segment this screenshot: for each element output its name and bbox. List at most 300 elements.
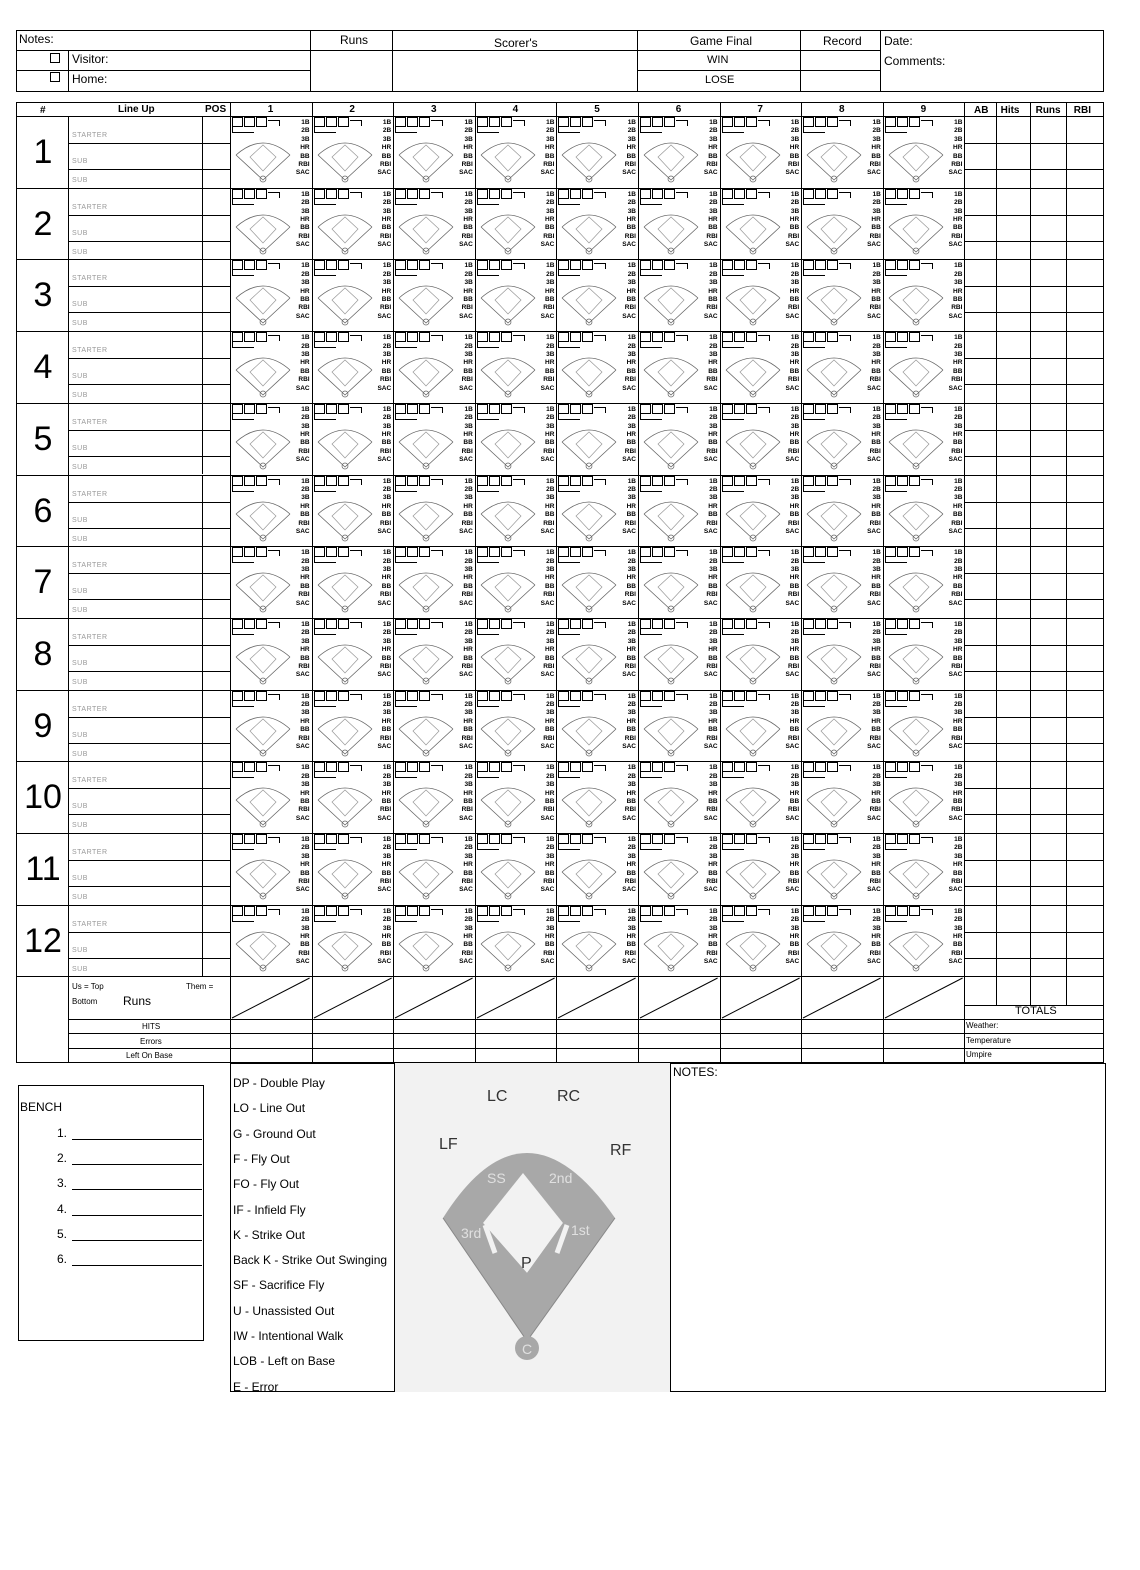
- stat-label-3b[interactable]: 3B: [872, 207, 881, 215]
- pitch-count-box[interactable]: [501, 332, 512, 342]
- stat-label-bb[interactable]: BB: [300, 367, 310, 375]
- stat-label-3b[interactable]: 3B: [954, 135, 963, 143]
- home-checkbox[interactable]: [50, 72, 60, 82]
- strike-count-box[interactable]: [676, 694, 688, 700]
- stat-label-hr[interactable]: HR: [300, 431, 310, 438]
- stat-label-hr[interactable]: HR: [708, 932, 718, 940]
- stat-label-3b[interactable]: 3B: [709, 207, 718, 215]
- stat-label-hr[interactable]: HR: [626, 646, 636, 654]
- ball-count-box[interactable]: [232, 771, 254, 778]
- stat-label-2b[interactable]: 2B: [627, 701, 636, 708]
- ball-count-box[interactable]: [722, 700, 744, 707]
- stat-label-1b[interactable]: 1B: [546, 620, 555, 628]
- pitch-count-box[interactable]: [338, 834, 349, 844]
- stat-label-rbi[interactable]: RBI: [869, 519, 881, 527]
- strike-count-box[interactable]: [758, 694, 770, 700]
- stat-label-2b[interactable]: 2B: [790, 485, 800, 493]
- stat-label-bb[interactable]: BB: [789, 797, 800, 805]
- stat-label-1b[interactable]: 1B: [954, 190, 963, 198]
- stat-label-rbi[interactable]: RBI: [461, 662, 473, 670]
- stat-label-rbi[interactable]: RBI: [543, 878, 555, 885]
- stat-label-hr[interactable]: HR: [545, 287, 555, 295]
- stat-label-1b[interactable]: 1B: [627, 477, 636, 485]
- stat-label-hr[interactable]: HR: [871, 287, 881, 295]
- stat-label-3b[interactable]: 3B: [382, 637, 392, 645]
- pitch-count-box[interactable]: [256, 189, 267, 199]
- stat-label-bb[interactable]: BB: [708, 726, 718, 734]
- stat-label-3b[interactable]: 3B: [709, 924, 718, 932]
- stat-label-bb[interactable]: BB: [381, 224, 392, 232]
- strike-count-box[interactable]: [758, 765, 770, 771]
- pitch-count-box[interactable]: [827, 762, 838, 772]
- stat-label-1b[interactable]: 1B: [464, 262, 473, 270]
- stat-label-2b[interactable]: 2B: [627, 414, 636, 422]
- stat-label-sac[interactable]: SAC: [703, 599, 718, 607]
- stat-label-1b[interactable]: 1B: [464, 692, 473, 700]
- stat-label-1b[interactable]: 1B: [790, 549, 800, 557]
- stat-label-3b[interactable]: 3B: [872, 135, 881, 143]
- stat-label-sac[interactable]: SAC: [622, 384, 636, 392]
- stat-label-sac[interactable]: SAC: [622, 527, 636, 535]
- stat-label-sac[interactable]: SAC: [377, 886, 392, 894]
- stat-label-sac[interactable]: SAC: [948, 599, 963, 607]
- ball-count-box[interactable]: [885, 700, 907, 707]
- stat-label-sac[interactable]: SAC: [459, 312, 473, 320]
- strike-count-box[interactable]: [268, 192, 280, 198]
- stat-label-hr[interactable]: HR: [708, 431, 718, 438]
- stat-label-hr[interactable]: HR: [300, 789, 310, 797]
- stat-label-3b[interactable]: 3B: [301, 781, 310, 789]
- stat-label-hr[interactable]: HR: [789, 789, 800, 797]
- stat-label-2b[interactable]: 2B: [627, 485, 636, 493]
- stat-label-sac[interactable]: SAC: [867, 886, 881, 894]
- stat-label-1b[interactable]: 1B: [627, 190, 636, 198]
- stat-label-1b[interactable]: 1B: [709, 477, 718, 485]
- stat-label-1b[interactable]: 1B: [709, 692, 718, 700]
- stat-label-rbi[interactable]: RBI: [298, 806, 310, 814]
- stat-label-sac[interactable]: SAC: [703, 384, 718, 392]
- strike-count-box[interactable]: [594, 335, 606, 341]
- stat-label-sac[interactable]: SAC: [703, 671, 718, 679]
- stat-label-1b[interactable]: 1B: [954, 119, 963, 126]
- stat-label-2b[interactable]: 2B: [301, 127, 310, 135]
- at-bat-diamond[interactable]: [232, 635, 294, 687]
- stat-label-1b[interactable]: 1B: [709, 405, 718, 413]
- ball-count-box[interactable]: [803, 915, 825, 922]
- strike-count-box[interactable]: [513, 479, 525, 485]
- stat-label-1b[interactable]: 1B: [301, 262, 310, 270]
- stat-label-2b[interactable]: 2B: [709, 414, 718, 422]
- stat-label-1b[interactable]: 1B: [301, 764, 310, 772]
- stat-label-sac[interactable]: SAC: [785, 599, 800, 607]
- at-bat-diamond[interactable]: [722, 635, 784, 687]
- inning-runs-box[interactable]: [312, 976, 394, 1019]
- stat-label-3b[interactable]: 3B: [954, 279, 963, 287]
- stat-label-bb[interactable]: BB: [708, 654, 718, 662]
- stat-label-2b[interactable]: 2B: [546, 414, 555, 422]
- pitch-count-box[interactable]: [501, 260, 512, 270]
- stat-label-3b[interactable]: 3B: [627, 566, 636, 573]
- stat-label-sac[interactable]: SAC: [540, 312, 555, 320]
- strike-count-box[interactable]: [268, 550, 280, 556]
- stat-label-1b[interactable]: 1B: [464, 549, 473, 557]
- ball-count-box[interactable]: [314, 628, 336, 635]
- stat-label-sac[interactable]: SAC: [867, 671, 881, 679]
- pitch-count-box[interactable]: [664, 476, 675, 486]
- stat-label-hr[interactable]: HR: [953, 144, 963, 152]
- stat-label-hr[interactable]: HR: [708, 717, 718, 725]
- stat-label-1b[interactable]: 1B: [709, 334, 718, 342]
- stat-label-1b[interactable]: 1B: [872, 907, 881, 915]
- stat-label-hr[interactable]: HR: [953, 502, 963, 510]
- stat-label-2b[interactable]: 2B: [627, 772, 636, 780]
- stat-label-1b[interactable]: 1B: [627, 549, 636, 557]
- stat-label-bb[interactable]: BB: [545, 726, 555, 734]
- stat-label-sac[interactable]: SAC: [377, 599, 392, 607]
- stat-label-bb[interactable]: BB: [789, 367, 800, 375]
- at-bat-diamond[interactable]: [803, 563, 865, 615]
- strike-count-box[interactable]: [268, 263, 280, 269]
- stat-label-sac[interactable]: SAC: [948, 456, 963, 464]
- stat-label-3b[interactable]: 3B: [627, 135, 636, 143]
- ball-count-box[interactable]: [885, 198, 907, 205]
- strike-count-box[interactable]: [839, 479, 851, 485]
- stat-label-hr[interactable]: HR: [789, 861, 800, 869]
- pitch-count-box[interactable]: [582, 762, 593, 772]
- at-bat-diamond[interactable]: [477, 635, 539, 687]
- stat-label-1b[interactable]: 1B: [464, 477, 473, 485]
- stat-label-1b[interactable]: 1B: [709, 620, 718, 628]
- stat-label-sac[interactable]: SAC: [622, 958, 636, 966]
- stat-label-rbi[interactable]: RBI: [298, 232, 310, 240]
- at-bat-diamond[interactable]: [232, 492, 294, 544]
- stat-label-bb[interactable]: BB: [381, 941, 392, 949]
- strike-count-box[interactable]: [431, 622, 443, 628]
- stat-label-2b[interactable]: 2B: [954, 127, 963, 135]
- strike-count-box[interactable]: [676, 407, 688, 413]
- pitch-count-box[interactable]: [909, 547, 920, 557]
- stat-label-sac[interactable]: SAC: [703, 958, 718, 966]
- pitch-count-box[interactable]: [827, 834, 838, 844]
- stat-label-3b[interactable]: 3B: [709, 135, 718, 143]
- stat-label-3b[interactable]: 3B: [546, 135, 555, 143]
- at-bat-diamond[interactable]: [558, 133, 620, 185]
- pitch-count-box[interactable]: [338, 691, 349, 701]
- bench-item-line[interactable]: [72, 1215, 202, 1216]
- stat-label-3b[interactable]: 3B: [627, 350, 636, 358]
- ball-count-box[interactable]: [477, 700, 499, 707]
- pitch-count-box[interactable]: [746, 332, 757, 342]
- pitch-count-box[interactable]: [746, 260, 757, 270]
- stat-label-1b[interactable]: 1B: [382, 764, 392, 772]
- stat-label-2b[interactable]: 2B: [546, 342, 555, 350]
- stat-label-1b[interactable]: 1B: [790, 477, 800, 485]
- stat-label-hr[interactable]: HR: [300, 574, 310, 582]
- stat-label-3b[interactable]: 3B: [464, 781, 473, 789]
- at-bat-diamond[interactable]: [803, 492, 865, 544]
- stat-label-rbi[interactable]: RBI: [624, 519, 636, 527]
- pitch-count-box[interactable]: [909, 619, 920, 629]
- stat-label-2b[interactable]: 2B: [301, 485, 310, 493]
- at-bat-diamond[interactable]: [314, 348, 376, 400]
- stat-label-sac[interactable]: SAC: [459, 743, 473, 750]
- strike-count-box[interactable]: [594, 550, 606, 556]
- at-bat-diamond[interactable]: [477, 707, 539, 759]
- stat-label-3b[interactable]: 3B: [872, 852, 881, 860]
- ball-count-box[interactable]: [803, 341, 825, 348]
- stat-label-3b[interactable]: 3B: [790, 924, 800, 932]
- strike-count-box[interactable]: [921, 694, 933, 700]
- inning-runs-box[interactable]: [883, 976, 965, 1019]
- at-bat-diamond[interactable]: [885, 492, 947, 544]
- stat-label-sac[interactable]: SAC: [377, 384, 392, 392]
- stat-label-2b[interactable]: 2B: [709, 485, 718, 493]
- stat-label-1b[interactable]: 1B: [546, 262, 555, 270]
- at-bat-diamond[interactable]: [477, 205, 539, 257]
- stat-label-1b[interactable]: 1B: [872, 549, 881, 557]
- stat-label-bb[interactable]: BB: [871, 582, 881, 590]
- stat-label-3b[interactable]: 3B: [464, 566, 473, 573]
- stat-label-sac[interactable]: SAC: [295, 671, 310, 679]
- stat-label-3b[interactable]: 3B: [790, 709, 800, 717]
- stat-label-sac[interactable]: SAC: [459, 599, 473, 607]
- ball-count-box[interactable]: [722, 198, 744, 205]
- ball-count-box[interactable]: [477, 198, 499, 205]
- stat-label-1b[interactable]: 1B: [790, 334, 800, 342]
- stat-label-sac[interactable]: SAC: [622, 312, 636, 320]
- pitch-count-box[interactable]: [746, 476, 757, 486]
- ball-count-box[interactable]: [395, 269, 417, 276]
- stat-label-hr[interactable]: HR: [871, 144, 881, 152]
- at-bat-diamond[interactable]: [722, 922, 784, 974]
- stat-label-sac[interactable]: SAC: [540, 456, 555, 464]
- stat-label-hr[interactable]: HR: [381, 646, 392, 654]
- stat-label-2b[interactable]: 2B: [301, 844, 310, 852]
- stat-label-bb[interactable]: BB: [463, 582, 473, 590]
- pitch-count-box[interactable]: [501, 117, 512, 127]
- stat-label-2b[interactable]: 2B: [546, 916, 555, 924]
- stat-label-sac[interactable]: SAC: [622, 886, 636, 894]
- strike-count-box[interactable]: [431, 120, 443, 126]
- strike-count-box[interactable]: [676, 550, 688, 556]
- stat-label-sac[interactable]: SAC: [867, 958, 881, 966]
- strike-count-box[interactable]: [350, 765, 362, 771]
- stat-label-3b[interactable]: 3B: [954, 637, 963, 645]
- stat-label-sac[interactable]: SAC: [377, 743, 392, 750]
- pitch-count-box[interactable]: [338, 906, 349, 916]
- ball-count-box[interactable]: [885, 556, 907, 563]
- pitch-count-box[interactable]: [338, 547, 349, 557]
- stat-label-3b[interactable]: 3B: [546, 279, 555, 287]
- stat-label-1b[interactable]: 1B: [872, 334, 881, 342]
- strike-count-box[interactable]: [921, 550, 933, 556]
- stat-label-sac[interactable]: SAC: [459, 958, 473, 966]
- ball-count-box[interactable]: [558, 485, 580, 492]
- strike-count-box[interactable]: [676, 263, 688, 269]
- stat-label-sac[interactable]: SAC: [622, 743, 636, 750]
- stat-label-bb[interactable]: BB: [871, 869, 881, 877]
- stat-label-1b[interactable]: 1B: [872, 405, 881, 413]
- strike-count-box[interactable]: [594, 837, 606, 843]
- stat-label-hr[interactable]: HR: [300, 932, 310, 940]
- at-bat-diamond[interactable]: [395, 492, 457, 544]
- stat-label-bb[interactable]: BB: [789, 296, 800, 303]
- stat-label-1b[interactable]: 1B: [790, 190, 800, 198]
- strike-count-box[interactable]: [350, 909, 362, 915]
- stat-label-hr[interactable]: HR: [300, 861, 310, 869]
- stat-label-rbi[interactable]: RBI: [787, 376, 800, 384]
- strike-count-box[interactable]: [921, 407, 933, 413]
- pitch-count-box[interactable]: [582, 834, 593, 844]
- stat-label-bb[interactable]: BB: [381, 654, 392, 662]
- at-bat-diamond[interactable]: [232, 922, 294, 974]
- at-bat-diamond[interactable]: [803, 635, 865, 687]
- pitch-count-box[interactable]: [664, 404, 675, 414]
- stat-label-bb[interactable]: BB: [871, 797, 881, 805]
- stat-label-hr[interactable]: HR: [789, 932, 800, 940]
- stat-label-3b[interactable]: 3B: [954, 781, 963, 789]
- stat-label-3b[interactable]: 3B: [872, 709, 881, 717]
- stat-label-3b[interactable]: 3B: [627, 637, 636, 645]
- stat-label-1b[interactable]: 1B: [546, 907, 555, 915]
- stat-label-2b[interactable]: 2B: [872, 916, 881, 924]
- stat-label-bb[interactable]: BB: [300, 439, 310, 447]
- stat-label-3b[interactable]: 3B: [627, 279, 636, 287]
- stat-label-sac[interactable]: SAC: [459, 241, 473, 249]
- ball-count-box[interactable]: [395, 556, 417, 563]
- pitch-count-box[interactable]: [338, 189, 349, 199]
- ball-count-box[interactable]: [232, 198, 254, 205]
- pitch-count-box[interactable]: [909, 762, 920, 772]
- stat-label-bb[interactable]: BB: [708, 296, 718, 303]
- pitch-count-box[interactable]: [501, 762, 512, 772]
- stat-label-2b[interactable]: 2B: [790, 557, 800, 565]
- stat-label-1b[interactable]: 1B: [301, 692, 310, 700]
- stat-label-2b[interactable]: 2B: [382, 199, 392, 207]
- pitch-count-box[interactable]: [256, 476, 267, 486]
- stat-label-bb[interactable]: BB: [953, 726, 963, 734]
- stat-label-1b[interactable]: 1B: [872, 692, 881, 700]
- pitch-count-box[interactable]: [746, 189, 757, 199]
- stat-label-1b[interactable]: 1B: [382, 262, 392, 270]
- stat-label-hr[interactable]: HR: [708, 574, 718, 582]
- strike-count-box[interactable]: [431, 407, 443, 413]
- stat-label-rbi[interactable]: RBI: [543, 519, 555, 527]
- ball-count-box[interactable]: [477, 771, 499, 778]
- stat-label-rbi[interactable]: RBI: [624, 161, 636, 168]
- stat-label-1b[interactable]: 1B: [872, 836, 881, 843]
- stat-label-3b[interactable]: 3B: [464, 637, 473, 645]
- ball-count-box[interactable]: [232, 700, 254, 707]
- at-bat-diamond[interactable]: [477, 922, 539, 974]
- stat-label-rbi[interactable]: RBI: [787, 232, 800, 240]
- stat-label-sac[interactable]: SAC: [295, 169, 310, 177]
- stat-label-hr[interactable]: HR: [953, 717, 963, 725]
- inning-runs-box[interactable]: [801, 976, 883, 1019]
- pitch-count-box[interactable]: [909, 404, 920, 414]
- stat-label-sac[interactable]: SAC: [785, 527, 800, 535]
- stat-label-2b[interactable]: 2B: [954, 916, 963, 924]
- strike-count-box[interactable]: [676, 479, 688, 485]
- stat-label-hr[interactable]: HR: [300, 717, 310, 725]
- stat-label-sac[interactable]: SAC: [540, 384, 555, 392]
- strike-count-box[interactable]: [594, 120, 606, 126]
- at-bat-diamond[interactable]: [803, 348, 865, 400]
- stat-label-hr[interactable]: HR: [871, 359, 881, 367]
- stat-label-rbi[interactable]: RBI: [869, 591, 881, 599]
- stat-label-rbi[interactable]: RBI: [298, 949, 310, 957]
- stat-label-rbi[interactable]: RBI: [706, 519, 718, 527]
- strike-count-box[interactable]: [350, 192, 362, 198]
- ball-count-box[interactable]: [558, 915, 580, 922]
- stat-label-3b[interactable]: 3B: [301, 637, 310, 645]
- at-bat-diamond[interactable]: [803, 922, 865, 974]
- stat-label-2b[interactable]: 2B: [954, 199, 963, 207]
- stat-label-hr[interactable]: HR: [381, 359, 392, 367]
- stat-label-2b[interactable]: 2B: [301, 772, 310, 780]
- stat-label-3b[interactable]: 3B: [464, 924, 473, 932]
- at-bat-diamond[interactable]: [640, 348, 702, 400]
- stat-label-rbi[interactable]: RBI: [461, 376, 473, 384]
- stat-label-sac[interactable]: SAC: [377, 456, 392, 464]
- stat-label-1b[interactable]: 1B: [464, 405, 473, 413]
- ball-count-box[interactable]: [395, 198, 417, 205]
- stat-label-2b[interactable]: 2B: [709, 199, 718, 207]
- stat-label-2b[interactable]: 2B: [382, 270, 392, 278]
- stat-label-2b[interactable]: 2B: [790, 199, 800, 207]
- stat-label-sac[interactable]: SAC: [622, 814, 636, 822]
- stat-label-rbi[interactable]: RBI: [951, 304, 963, 312]
- stat-label-1b[interactable]: 1B: [382, 190, 392, 198]
- stat-label-sac[interactable]: SAC: [703, 456, 718, 464]
- stat-label-sac[interactable]: SAC: [459, 814, 473, 822]
- stat-label-bb[interactable]: BB: [545, 869, 555, 877]
- stat-label-hr[interactable]: HR: [381, 144, 392, 152]
- stat-label-3b[interactable]: 3B: [790, 637, 800, 645]
- stat-label-sac[interactable]: SAC: [377, 241, 392, 249]
- stat-label-sac[interactable]: SAC: [540, 671, 555, 679]
- at-bat-diamond[interactable]: [803, 778, 865, 830]
- strike-count-box[interactable]: [431, 765, 443, 771]
- stat-label-3b[interactable]: 3B: [301, 709, 310, 717]
- stat-label-bb[interactable]: BB: [626, 224, 636, 232]
- strike-count-box[interactable]: [431, 192, 443, 198]
- stat-label-bb[interactable]: BB: [300, 152, 310, 160]
- stat-label-3b[interactable]: 3B: [627, 494, 636, 502]
- at-bat-diamond[interactable]: [395, 205, 457, 257]
- strike-count-box[interactable]: [513, 765, 525, 771]
- strike-count-box[interactable]: [350, 335, 362, 341]
- stat-label-hr[interactable]: HR: [545, 144, 555, 152]
- stat-label-bb[interactable]: BB: [381, 869, 392, 877]
- pitch-count-box[interactable]: [338, 404, 349, 414]
- ball-count-box[interactable]: [803, 843, 825, 850]
- strike-count-box[interactable]: [513, 550, 525, 556]
- ball-count-box[interactable]: [722, 556, 744, 563]
- stat-label-rbi[interactable]: RBI: [461, 447, 473, 455]
- strike-count-box[interactable]: [839, 263, 851, 269]
- stat-label-hr[interactable]: HR: [545, 789, 555, 797]
- at-bat-diamond[interactable]: [558, 563, 620, 615]
- stat-label-bb[interactable]: BB: [626, 582, 636, 590]
- at-bat-diamond[interactable]: [640, 707, 702, 759]
- ball-count-box[interactable]: [558, 126, 580, 133]
- pitch-count-box[interactable]: [256, 117, 267, 127]
- at-bat-diamond[interactable]: [803, 420, 865, 472]
- stat-label-2b[interactable]: 2B: [790, 270, 800, 278]
- at-bat-diamond[interactable]: [314, 205, 376, 257]
- stat-label-sac[interactable]: SAC: [377, 312, 392, 320]
